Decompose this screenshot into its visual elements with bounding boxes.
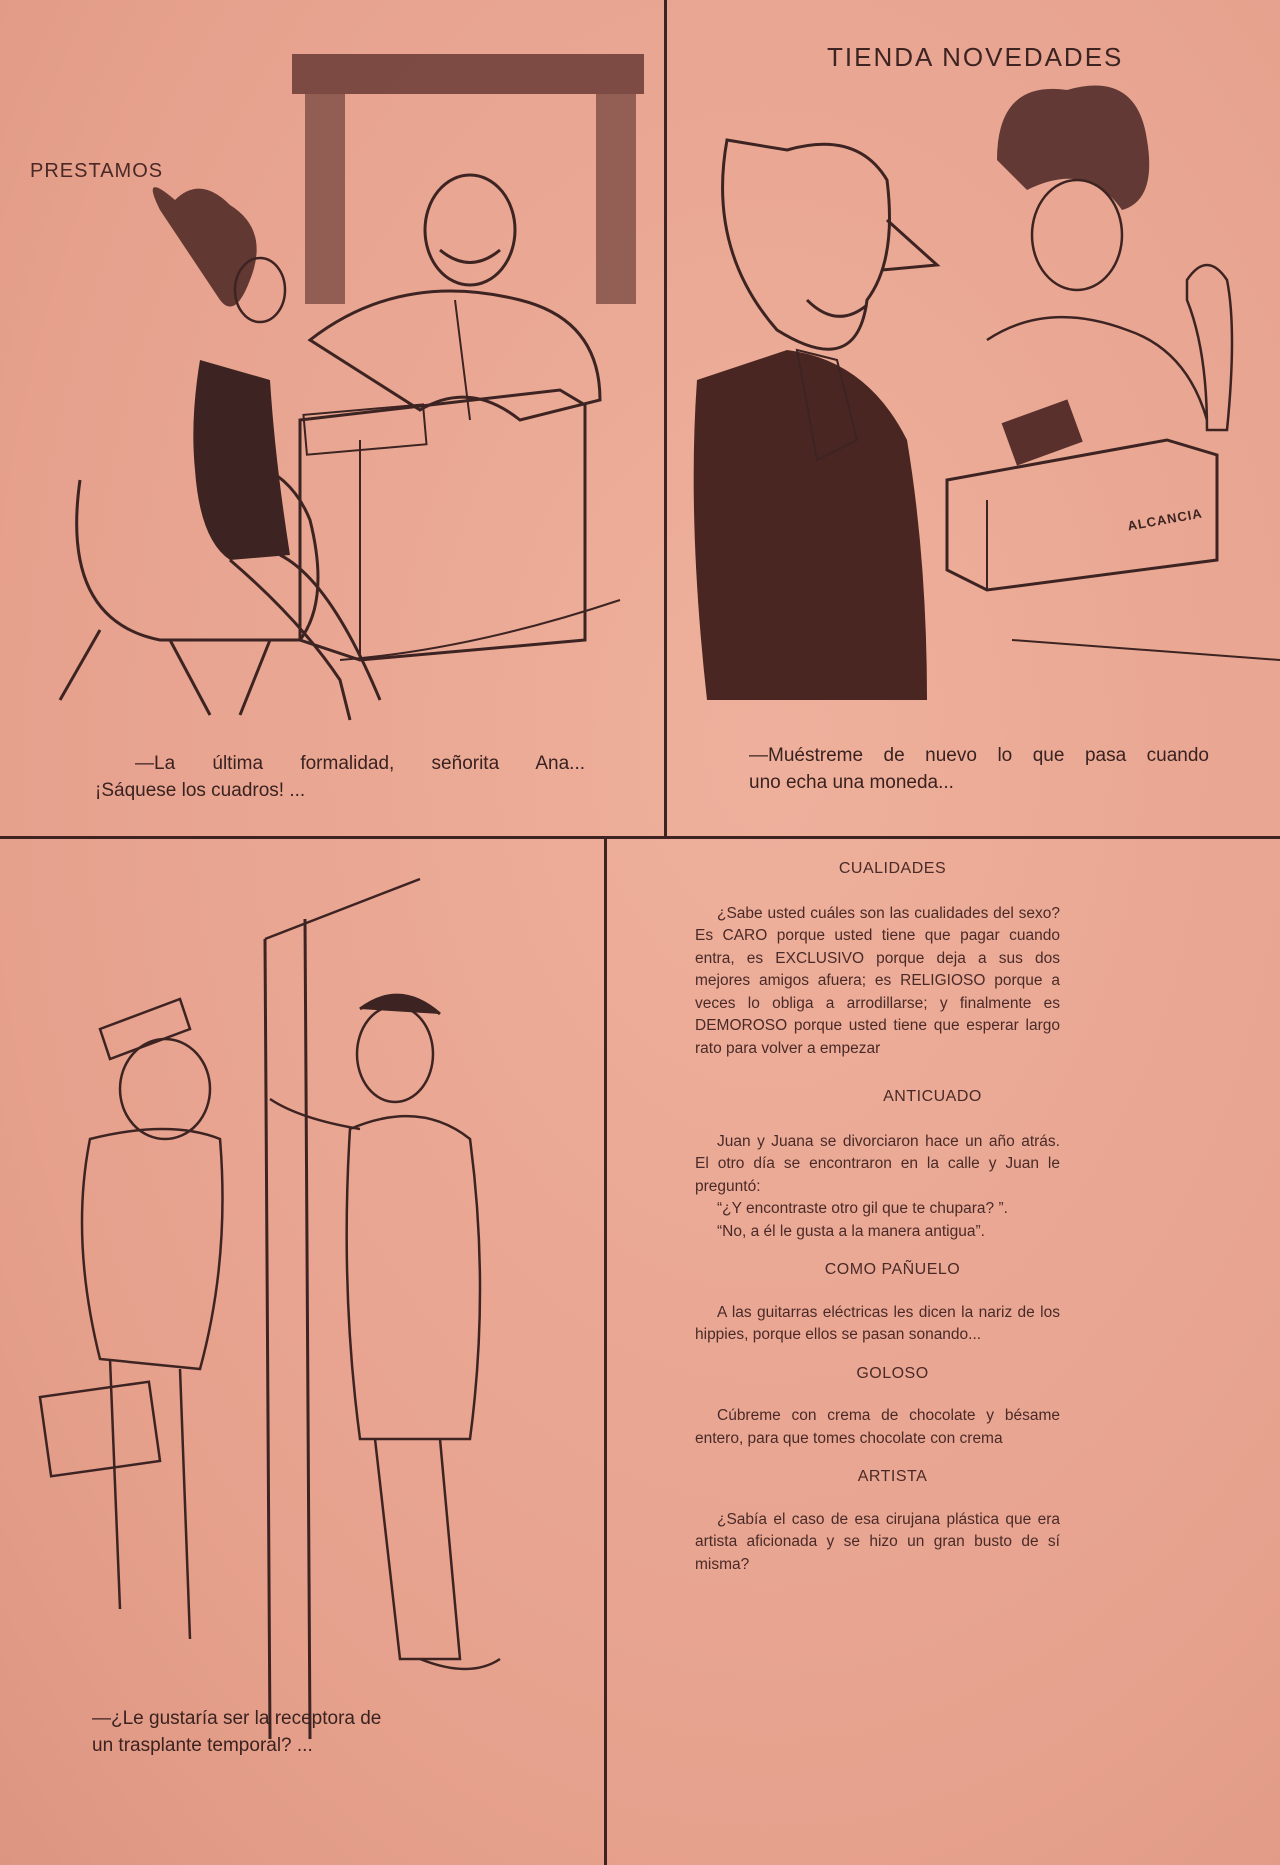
panel-prestamos (0, 0, 664, 836)
illustration-prestamos (0, 0, 664, 836)
joke-body-anticuado-quote2: “No, a él le gusta a la manera antigua”. (717, 1222, 985, 1240)
caption-tienda (749, 742, 1209, 796)
panel-title-prestamos: PRESTAMOS (30, 160, 164, 182)
panel-enfermera (0, 839, 604, 1865)
caption-line: —La última formalidad, señorita Ana... (135, 753, 585, 774)
panel-tienda-novedades (667, 0, 1280, 836)
jokes-column (695, 858, 1060, 1576)
panel-title-tienda: TIENDA NOVEDADES (827, 42, 1124, 72)
caption-line: uno echa una moneda... (749, 772, 954, 793)
vertical-divider-bottom (604, 838, 607, 1865)
joke-body-anticuado-quote1: “¿Y encontraste otro gil que te chupara? ”. (717, 1200, 1008, 1217)
joke-title-anticuado: ANTICUADO (883, 1088, 982, 1105)
caption-prestamos (95, 750, 585, 804)
joke-title-goloso: GOLOSO (856, 1364, 929, 1382)
joke-title-artista: ARTISTA (857, 1468, 928, 1485)
joke-body-anticuado: Juan y Juana se divorciaron hace un año atrás. El otro día se encontraron en la calle y Juan le preguntó: (695, 1132, 1060, 1195)
joke-title-cualidades: CUALIDADES (838, 860, 947, 877)
caption-line: un trasplante temporal? ... (92, 1735, 313, 1756)
joke-body-goloso: Cúbreme con crema de chocolate y bésame entero, para que tomes chocolate con crema (695, 1407, 1060, 1447)
caption-line: —Muéstreme de nuevo lo que pasa cuando (749, 745, 1209, 766)
illustration-tienda (667, 0, 1280, 836)
caption-enfermera (92, 1705, 512, 1759)
box-label-alcancia: ALCANCIA (1126, 505, 1204, 534)
joke-body-artista: ¿Sabía el caso de esa cirujana plástica que era artista aficionada y se hizo un gran busto de sí misma? (695, 1510, 1060, 1573)
joke-body-cualidades: ¿Sabe usted cuáles son las cualidades del sexo? Es CARO porque usted tiene que pagar cuando entra, es EXCLUSIVO porque deja a sus dos mejores amigos afuera; es RELIGIOSO porque a veces lo obliga a arrodillarse; y finalmente es DEMOROSO porque usted tiene que esperar largo rato para volver a empezar (695, 904, 1060, 1057)
joke-body-como-panuelo: A las guitarras eléctricas les dicen la nariz de los hippies, porque ellos se pasan sonando... (695, 1303, 1060, 1343)
joke-title-como-panuelo: COMO PAÑUELO (824, 1261, 961, 1278)
caption-line: —¿Le gustaría ser la receptora de (92, 1708, 382, 1729)
caption-line: ¡Sáquese los cuadros! ... (95, 780, 306, 801)
